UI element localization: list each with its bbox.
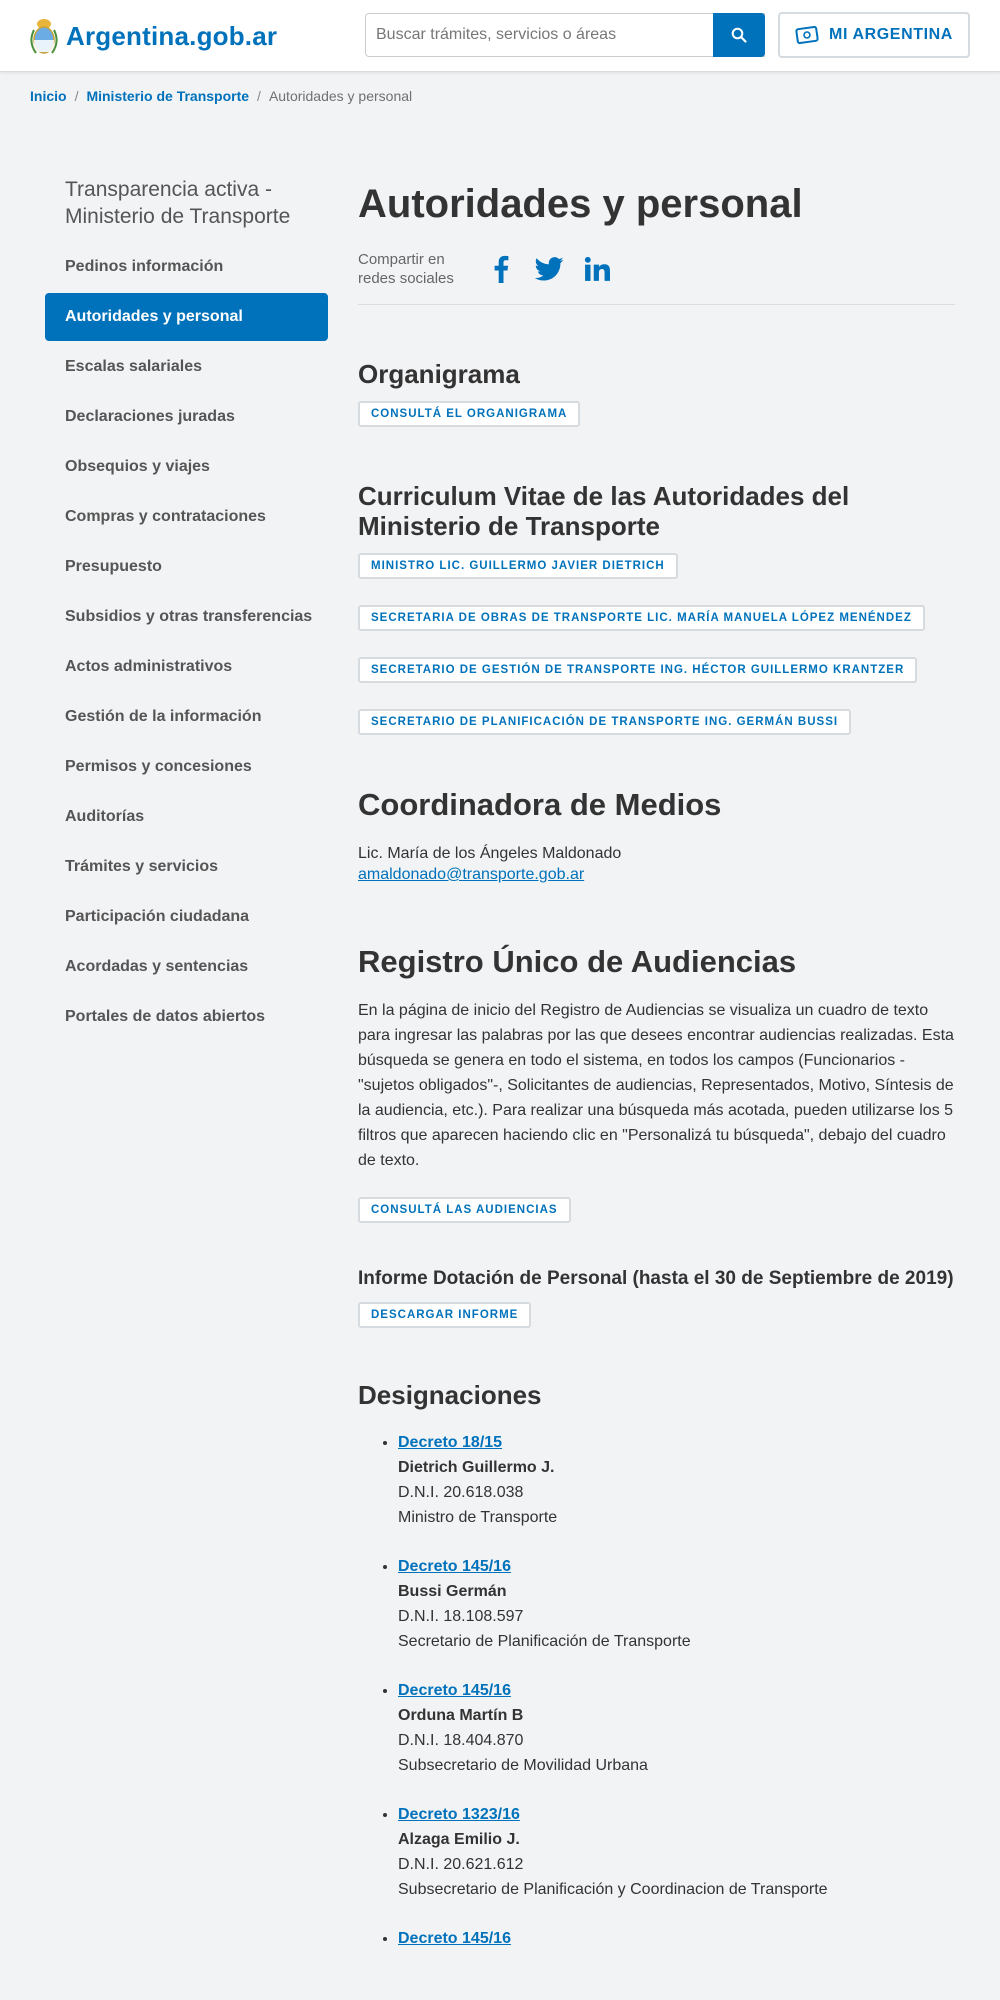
sidebar-item-participacion-ciudadana[interactable]: Participación ciudadana (65, 908, 250, 925)
breadcrumb-inicio[interactable]: Inicio (30, 88, 67, 104)
main-content (358, 176, 955, 1975)
designee-cargo: Subsecretario de Planificación y Coordinacion de Transporte (398, 1881, 828, 1898)
sidebar-item-gestion-de-la-informacion[interactable]: Gestión de la información (65, 708, 262, 725)
sidebar-item-declaraciones-juradas[interactable]: Declaraciones juradas (65, 408, 235, 425)
cv-heading: Curriculum Vitae de las Autoridades del Ministerio de Transporte (358, 481, 850, 541)
list-item (398, 1802, 955, 1902)
cv-lopez-menendez-button[interactable]: SECRETARIA DE OBRAS DE TRANSPORTE LIC. MARÍA MANUELA LÓPEZ MENÉNDEZ (358, 605, 925, 631)
search-input[interactable] (365, 13, 765, 57)
list-item (398, 1678, 955, 1778)
sidebar-item-permisos-y-concesiones[interactable]: Permisos y concesiones (65, 758, 252, 775)
sidebar-item-tramites-y-servicios[interactable]: Trámites y servicios (65, 858, 218, 875)
mi-argentina-label: MI ARGENTINA (829, 26, 953, 43)
designee-dni: D.N.I. 18.108.597 (398, 1608, 524, 1625)
search-icon (731, 27, 747, 43)
sidebar-item-portales-de-datos-abiertos[interactable]: Portales de datos abiertos (65, 1008, 266, 1025)
decreto-link[interactable]: Decreto 145/16 (398, 1682, 511, 1699)
list-item (398, 1430, 955, 1530)
list-item (398, 1554, 955, 1654)
designaciones-heading: Designaciones (358, 1380, 542, 1410)
sidebar-item-autoridades-y-personal[interactable]: Autoridades y personal (45, 293, 328, 341)
designee-name: Dietrich Guillermo J. (398, 1459, 555, 1476)
sidebar (45, 176, 328, 1042)
sidebar-item-auditorias[interactable]: Auditorías (65, 808, 145, 825)
sidebar-item-escalas-salariales[interactable]: Escalas salariales (65, 358, 203, 375)
sidebar-item-subsidios[interactable]: Subsidios y otras transferencias (65, 608, 313, 625)
breadcrumb-separator: / (257, 88, 261, 104)
designee-cargo: Subsecretario de Movilidad Urbana (398, 1757, 648, 1774)
designee-dni: D.N.I. 20.618.038 (398, 1484, 524, 1501)
decreto-link[interactable]: Decreto 1323/16 (398, 1806, 520, 1823)
facebook-icon[interactable] (486, 254, 516, 284)
cv-bussi-button[interactable]: SECRETARIO DE PLANIFICACIÓN DE TRANSPORTE ING. GERMÁN BUSSI (358, 709, 851, 735)
coat-of-arms-icon (30, 16, 58, 56)
sidebar-item-actos-administrativos[interactable]: Actos administrativos (65, 658, 233, 675)
decreto-link[interactable]: Decreto 145/16 (398, 1930, 511, 1947)
breadcrumb-ministerio[interactable]: Ministerio de Transporte (86, 88, 250, 104)
audiencias-heading: Registro Único de Audiencias (358, 944, 797, 979)
site-header (0, 0, 1000, 72)
decreto-link[interactable]: Decreto 145/16 (398, 1558, 511, 1575)
sidebar-item-pedinos-informacion[interactable]: Pedinos información (65, 258, 224, 275)
id-card-icon (795, 25, 819, 45)
designee-name: Orduna Martín B (398, 1707, 524, 1724)
list-item (398, 1926, 955, 1951)
sidebar-item-obsequios-y-viajes[interactable]: Obsequios y viajes (65, 458, 210, 475)
medios-name: Lic. María de los Ángeles Maldonado (358, 845, 622, 862)
medios-email-link[interactable]: amaldonado@transporte.gob.ar (358, 866, 585, 883)
descargar-informe-button[interactable]: DESCARGAR INFORME (358, 1302, 531, 1328)
informe-heading: Informe Dotación de Personal (hasta el 30 de Septiembre de 2019) (358, 1268, 954, 1289)
breadcrumb (30, 88, 412, 104)
share-label: Compartir en redes sociales (358, 251, 454, 287)
designaciones-list (358, 1430, 955, 1951)
sidebar-item-presupuesto[interactable]: Presupuesto (65, 558, 162, 575)
designee-cargo: Secretario de Planificación de Transporte (398, 1633, 691, 1650)
share-bar (358, 250, 955, 305)
linkedin-icon[interactable] (582, 254, 612, 284)
audiencias-description: En la página de inicio del Registro de Audiencias se visualiza un cuadro de texto para ingresar las palabras por las que desees encontrar audiencias realizadas. Esta búsqueda se genera en todo el sistema, en todos los campos (Funcionarios -"sujetos obligados"-, Solicitantes de audiencias, Representados, Motivo, Síntesis de la audiencia, etc.). Para realizar una búsqueda más acotada, pueden utilizarse los 5 filtros que aparecen haciendo clic en "Personalizá tu búsqueda", debajo del cuadro de texto. (358, 1002, 954, 1169)
designee-cargo: Ministro de Transporte (398, 1509, 558, 1526)
designee-name: Bussi Germán (398, 1583, 507, 1600)
logo-text: Argentina.gob.ar (66, 20, 278, 51)
organigrama-heading: Organigrama (358, 359, 520, 389)
cv-krantzer-button[interactable]: SECRETARIO DE GESTIÓN DE TRANSPORTE ING. HÉCTOR GUILLERMO KRANTZER (358, 657, 917, 683)
cv-dietrich-button[interactable]: MINISTRO LIC. GUILLERMO JAVIER DIETRICH (358, 553, 678, 579)
breadcrumb-current: Autoridades y personal (268, 88, 413, 104)
organigrama-button[interactable]: CONSULTÁ EL ORGANIGRAMA (358, 401, 580, 427)
audiencias-button[interactable]: CONSULTÁ LAS AUDIENCIAS (358, 1197, 571, 1223)
sidebar-title: Transparencia activa - Ministerio de Transporte (65, 178, 291, 228)
sidebar-item-compras-y-contrataciones[interactable]: Compras y contrataciones (65, 508, 266, 525)
breadcrumb-separator: / (74, 88, 79, 104)
decreto-link[interactable]: Decreto 18/15 (398, 1434, 503, 1451)
page-title: Autoridades y personal (358, 182, 803, 226)
mi-argentina-button[interactable] (778, 12, 970, 58)
designee-name: Alzaga Emilio J. (398, 1831, 520, 1848)
sidebar-item-acordadas-y-sentencias[interactable]: Acordadas y sentencias (65, 958, 249, 975)
site-logo[interactable] (30, 14, 277, 58)
designee-dni: D.N.I. 20.621.612 (398, 1856, 524, 1873)
designee-dni: D.N.I. 18.404.870 (398, 1732, 524, 1749)
twitter-icon[interactable] (534, 254, 564, 284)
search-button[interactable] (713, 13, 765, 57)
medios-heading: Coordinadora de Medios (358, 787, 722, 822)
